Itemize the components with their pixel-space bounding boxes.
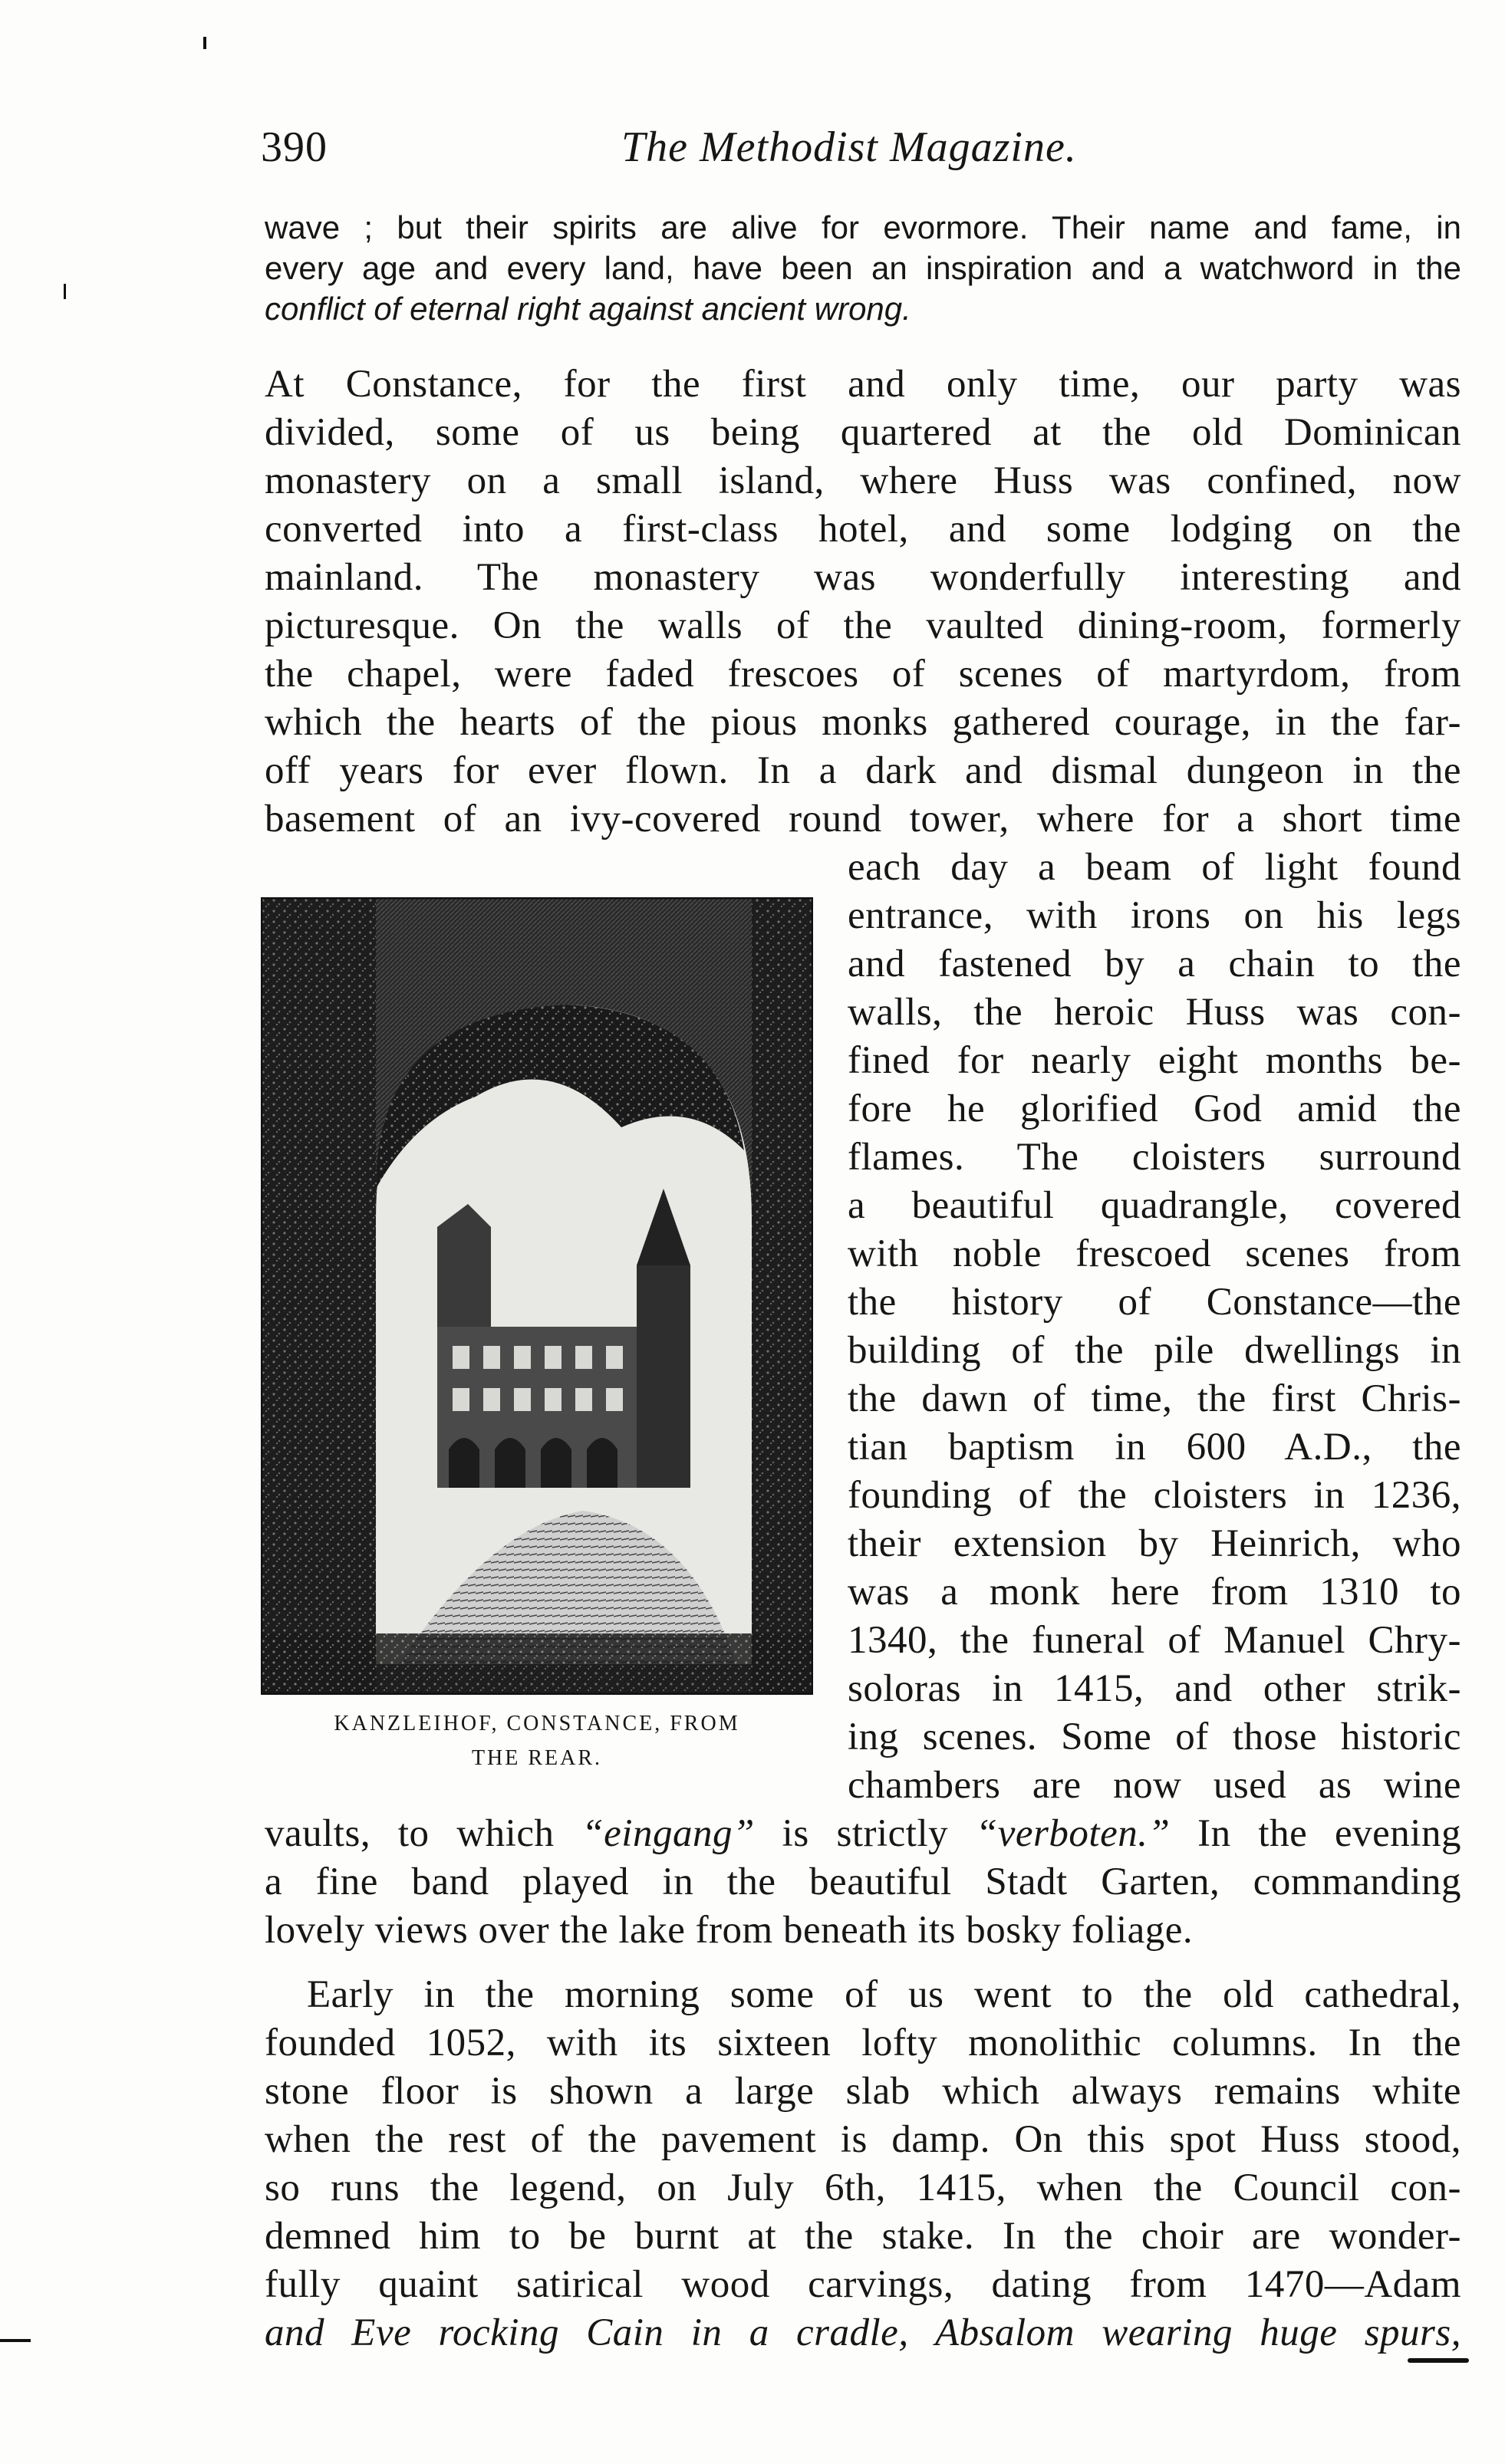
text-line: converted into a first-class hotel, and some lodging on the [265, 508, 1461, 551]
text-line: soloras in 1415, and other strik- [848, 1667, 1461, 1710]
text-line: lovely views over the lake from beneath its bosky foliage. [265, 1909, 1194, 1952]
text-line: 1340, the funeral of Manuel Chry- [848, 1619, 1461, 1662]
text-line: founding of the cloisters in 1236, [848, 1474, 1461, 1517]
text-line: with noble frescoed scenes from [848, 1232, 1461, 1275]
text-line: which the hearts of the pious monks gathered courage, in the far- [265, 701, 1461, 744]
running-title: The Methodist Magazine. [621, 123, 1077, 171]
text-line: so runs the legend, on July 6th, 1415, when the Council con- [265, 2166, 1461, 2209]
text-line: picturesque. On the walls of the vaulted dining-room, formerly [265, 604, 1461, 647]
quote-line: wave ; but their spirits are alive for evormore. Their name and fame, in [265, 209, 1461, 245]
text-fragment: vaults, to which [265, 1812, 582, 1855]
scan-speck [1408, 2358, 1469, 2363]
text-line: divided, some of us being quartered at the old Dominican [265, 411, 1461, 454]
word-eingang: “eingang” [581, 1812, 755, 1855]
text-line: and fastened by a chain to the [848, 943, 1461, 985]
text-line: fined for nearly eight months be- [848, 1039, 1461, 1082]
text-line: demned him to be burnt at the stake. In the choir are wonder- [265, 2215, 1461, 2258]
text-line: each day a beam of light found [848, 846, 1461, 889]
text-line: basement of an ivy-covered round tower, where for a short time [265, 798, 1461, 841]
text-line: monastery on a small island, where Huss was confined, now [265, 459, 1461, 502]
paragraph-cathedral [265, 1971, 1461, 2357]
text-line: off years for ever flown. In a dark and dismal dungeon in the [265, 749, 1461, 792]
text-line: building of the pile dwellings in [848, 1329, 1461, 1372]
text-line: At Constance, for the first and only time, our party was [265, 363, 1461, 406]
caption-line: THE REAR. [471, 1746, 603, 1770]
scan-speck [64, 284, 66, 299]
text-line: their extension by Heinrich, who [848, 1522, 1461, 1565]
quote-line: every age and every land, have been an inspiration and a watchword in the [265, 250, 1461, 286]
word-verboten: “verboten.” [975, 1812, 1171, 1855]
text-line: Early in the morning some of us went to the old cathedral, [307, 1973, 1461, 2016]
text-fragment: In the evening [1170, 1812, 1461, 1855]
scan-speck [0, 2339, 31, 2342]
page-header [261, 115, 1457, 184]
text-line: was a monk here from 1310 to [848, 1571, 1461, 1614]
text-line: when the rest of the pavement is damp. On this spot Huss stood, [265, 2118, 1461, 2161]
text-line: the dawn of time, the first Chris- [848, 1377, 1461, 1420]
text-line: a beautiful quadrangle, covered [848, 1184, 1461, 1227]
text-fragment: is strictly [754, 1812, 976, 1855]
text-line: the chapel, were faded frescoes of scenes of martyrdom, from [265, 653, 1461, 696]
text-line: entrance, with irons on his legs [848, 894, 1461, 937]
text-line: tian baptism in 600 A.D., the [848, 1426, 1461, 1469]
text-line: a fine band played in the beautiful Stadt Garten, commanding [265, 1860, 1461, 1903]
text-line: flames. The cloisters surround [848, 1136, 1461, 1179]
page-number: 390 [261, 123, 328, 171]
text-line: stone floor is shown a large slab which always remains white [265, 2070, 1461, 2113]
quote-line: conflict of eternal right against ancient wrong. [265, 291, 911, 327]
figure-caption [257, 1706, 817, 1775]
text-line: and Eve rocking Cain in a cradle, Absalom wearing huge spurs, [265, 2311, 1461, 2354]
caption-line: KANZLEIHOF, CONSTANCE, FROM [334, 1712, 740, 1735]
quote-block [265, 207, 1461, 329]
engraving-kanzleihof [261, 897, 813, 1695]
text-line: ing scenes. Some of those historic [848, 1716, 1461, 1758]
text-line: the history of Constance—the [848, 1281, 1461, 1324]
text-line: fore he glorified God amid the [848, 1087, 1461, 1130]
text-line: mainland. The monastery was wonderfully interesting and [265, 556, 1461, 599]
text-line-vaults [265, 1810, 1461, 1858]
text-line: fully quaint satirical wood carvings, dating from 1470—Adam [265, 2263, 1461, 2306]
text-line: founded 1052, with its sixteen lofty monolithic columns. In the [265, 2022, 1461, 2064]
text-line: chambers are now used as wine [848, 1764, 1461, 1807]
text-line: walls, the heroic Huss was con- [848, 991, 1461, 1034]
scan-speck [203, 37, 206, 49]
engraving-illustration [261, 897, 813, 1695]
